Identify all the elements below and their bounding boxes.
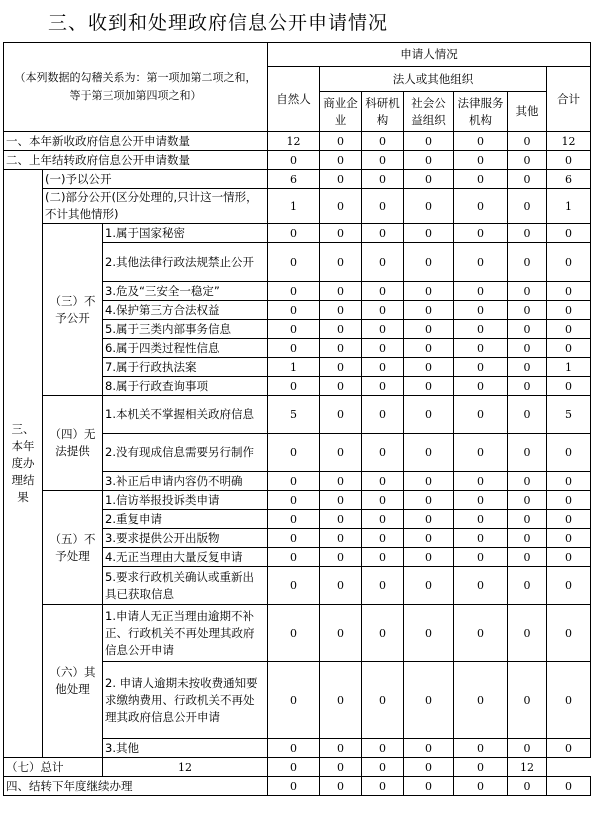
cell-value: 0 bbox=[362, 243, 404, 282]
cell-value: 0 bbox=[404, 510, 454, 529]
cell-value: 0 bbox=[508, 510, 547, 529]
cell-value: 0 bbox=[508, 189, 547, 224]
cell-value: 0 bbox=[547, 605, 591, 662]
cell-value: 0 bbox=[320, 510, 362, 529]
cell-value: 0 bbox=[547, 662, 591, 739]
header-legal: 法人或其他组织 bbox=[320, 67, 547, 92]
cell-value: 0 bbox=[362, 189, 404, 224]
cell-value: 0 bbox=[454, 189, 508, 224]
cell-value: 12 bbox=[547, 132, 591, 151]
cell-value: 0 bbox=[320, 662, 362, 739]
cell-value: 0 bbox=[320, 396, 362, 434]
cell-value: 0 bbox=[362, 777, 404, 796]
cell-value: 0 bbox=[508, 132, 547, 151]
cell-value: 0 bbox=[268, 662, 320, 739]
cell-value: 0 bbox=[404, 301, 454, 320]
header-col-research: 科研机构 bbox=[362, 92, 404, 132]
cell-value: 0 bbox=[404, 548, 454, 567]
cell-value: 0 bbox=[320, 548, 362, 567]
table-row bbox=[4, 170, 591, 189]
cell-value: 0 bbox=[454, 224, 508, 243]
group-not-handle-label: （五）不予处理 bbox=[43, 491, 103, 605]
row-label: 1.申请人无正当理由逾期不补正、行政机关不再处理其政府信息公开申请 bbox=[103, 605, 268, 662]
row-label: 3.其他 bbox=[103, 739, 268, 758]
row-label: (二)部分公开(区分处理的,只计这一情形，不计其他情形) bbox=[43, 189, 268, 224]
cell-value: 0 bbox=[508, 170, 547, 189]
header-col-other: 其他 bbox=[508, 92, 547, 132]
cell-value: 0 bbox=[454, 510, 508, 529]
table-row bbox=[4, 491, 591, 510]
header-col-total: 合计 bbox=[547, 67, 591, 132]
cell-value: 0 bbox=[320, 529, 362, 548]
cell-value: 0 bbox=[320, 567, 362, 605]
cell-value: 0 bbox=[320, 132, 362, 151]
row-label: 6.属于四类过程性信息 bbox=[103, 339, 268, 358]
cell-value: 1 bbox=[268, 358, 320, 377]
cell-value: 0 bbox=[454, 567, 508, 605]
cell-value: 0 bbox=[320, 339, 362, 358]
cell-value: 0 bbox=[362, 434, 404, 472]
cell-value: 0 bbox=[362, 662, 404, 739]
cell-value: 0 bbox=[404, 224, 454, 243]
cell-value: 0 bbox=[320, 243, 362, 282]
cell-value: 0 bbox=[268, 339, 320, 358]
cell-value: 0 bbox=[547, 548, 591, 567]
cell-value: 0 bbox=[362, 151, 404, 170]
cell-value: 0 bbox=[547, 472, 591, 491]
table-row bbox=[4, 151, 591, 170]
cell-value: 0 bbox=[454, 320, 508, 339]
cell-value: 6 bbox=[268, 170, 320, 189]
row-label: 2.其他法律行政法规禁止公开 bbox=[103, 243, 268, 282]
cell-value: 0 bbox=[454, 605, 508, 662]
cell-value: 0 bbox=[320, 739, 362, 758]
group-not-open-label: （三）不予公开 bbox=[43, 224, 103, 396]
row-label: （七）总计 bbox=[4, 758, 103, 777]
cell-value: 0 bbox=[508, 377, 547, 396]
cell-value: 0 bbox=[362, 529, 404, 548]
cell-value: 0 bbox=[404, 132, 454, 151]
cell-value: 0 bbox=[508, 605, 547, 662]
cell-value: 1 bbox=[547, 358, 591, 377]
cell-value: 0 bbox=[547, 434, 591, 472]
group-other-label: （六）其他处理 bbox=[43, 605, 103, 758]
cell-value: 0 bbox=[404, 434, 454, 472]
cell-value: 0 bbox=[268, 758, 320, 777]
cell-value: 0 bbox=[268, 377, 320, 396]
cell-value: 0 bbox=[454, 529, 508, 548]
table-row bbox=[4, 132, 591, 151]
row-label: 1.信访举报投诉类申请 bbox=[103, 491, 268, 510]
cell-value: 5 bbox=[547, 396, 591, 434]
row-label: 一、本年新收政府信息公开申请数量 bbox=[4, 132, 268, 151]
page-title: 三、收到和处理政府信息公开申请情况 bbox=[48, 12, 389, 34]
cell-value: 0 bbox=[508, 151, 547, 170]
cell-value: 0 bbox=[454, 434, 508, 472]
cell-value: 0 bbox=[362, 339, 404, 358]
row-label: 四、结转下年度继续办理 bbox=[4, 777, 268, 796]
cell-value: 0 bbox=[362, 510, 404, 529]
cell-value: 0 bbox=[320, 777, 362, 796]
cell-value: 0 bbox=[320, 320, 362, 339]
cell-value: 0 bbox=[320, 605, 362, 662]
cell-value: 0 bbox=[268, 491, 320, 510]
header-col-public-welfare: 社会公益组织 bbox=[404, 92, 454, 132]
cell-value: 0 bbox=[268, 777, 320, 796]
row-label: 2. 申请人逾期未按收费通知要求缴纳费用、行政机关不再处理其政府信息公开申请 bbox=[103, 662, 268, 739]
cell-value: 0 bbox=[454, 282, 508, 301]
cell-value: 0 bbox=[268, 151, 320, 170]
cell-value: 0 bbox=[268, 243, 320, 282]
cell-value: 0 bbox=[362, 396, 404, 434]
cell-value: 0 bbox=[547, 282, 591, 301]
cell-value: 0 bbox=[404, 396, 454, 434]
cell-value: 0 bbox=[454, 243, 508, 282]
cell-value: 0 bbox=[404, 243, 454, 282]
cell-value: 0 bbox=[508, 282, 547, 301]
cell-value: 0 bbox=[362, 301, 404, 320]
row-label: 3.危及“三安全一稳定” bbox=[103, 282, 268, 301]
cell-value: 0 bbox=[268, 605, 320, 662]
cell-value: 0 bbox=[508, 224, 547, 243]
cell-value: 0 bbox=[404, 491, 454, 510]
cell-value: 0 bbox=[547, 243, 591, 282]
header-col-natural: 自然人 bbox=[268, 67, 320, 132]
cell-value: 0 bbox=[547, 529, 591, 548]
cell-value: 0 bbox=[362, 358, 404, 377]
cell-value: 0 bbox=[362, 377, 404, 396]
row-label: 2.重复申请 bbox=[103, 510, 268, 529]
cell-value: 0 bbox=[320, 282, 362, 301]
cell-value: 0 bbox=[547, 777, 591, 796]
cell-value: 0 bbox=[454, 396, 508, 434]
cell-value: 0 bbox=[508, 491, 547, 510]
cell-value: 0 bbox=[404, 358, 454, 377]
cell-value: 0 bbox=[508, 777, 547, 796]
cell-value: 0 bbox=[404, 758, 454, 777]
cell-value: 0 bbox=[547, 151, 591, 170]
cell-value: 0 bbox=[268, 548, 320, 567]
table-row bbox=[4, 777, 591, 796]
cell-value: 0 bbox=[454, 548, 508, 567]
row-label: 3.要求提供公开出版物 bbox=[103, 529, 268, 548]
cell-value: 0 bbox=[547, 510, 591, 529]
cell-value: 0 bbox=[268, 472, 320, 491]
table-row bbox=[4, 224, 591, 243]
row-label: 1.本机关不掌握相关政府信息 bbox=[103, 396, 268, 434]
cell-value: 0 bbox=[547, 739, 591, 758]
disclosure-table bbox=[3, 42, 591, 796]
row-label: 4.无正当理由大量反复申请 bbox=[103, 548, 268, 567]
cell-value: 0 bbox=[404, 377, 454, 396]
cell-value: 0 bbox=[320, 758, 362, 777]
cell-value: 0 bbox=[404, 777, 454, 796]
header-col-business: 商业企业 bbox=[320, 92, 362, 132]
cell-value: 0 bbox=[320, 224, 362, 243]
cell-value: 0 bbox=[268, 282, 320, 301]
cell-value: 0 bbox=[320, 151, 362, 170]
cell-value: 0 bbox=[362, 282, 404, 301]
row-label: 7.属于行政执法案 bbox=[103, 358, 268, 377]
row-label: 3.补正后申请内容仍不明确 bbox=[103, 472, 268, 491]
cell-value: 0 bbox=[404, 662, 454, 739]
cell-value: 0 bbox=[454, 170, 508, 189]
cell-value: 0 bbox=[268, 320, 320, 339]
cell-value: 0 bbox=[362, 472, 404, 491]
cell-value: 0 bbox=[508, 567, 547, 605]
row-label: 2.没有现成信息需要另行制作 bbox=[103, 434, 268, 472]
cell-value: 1 bbox=[268, 189, 320, 224]
cell-value: 0 bbox=[454, 739, 508, 758]
row-label: 4.保护第三方合法权益 bbox=[103, 301, 268, 320]
cell-value: 0 bbox=[320, 472, 362, 491]
cell-value: 0 bbox=[454, 301, 508, 320]
cell-value: 0 bbox=[454, 132, 508, 151]
cell-value: 5 bbox=[268, 396, 320, 434]
cell-value: 0 bbox=[508, 320, 547, 339]
cell-value: 0 bbox=[268, 739, 320, 758]
cell-value: 0 bbox=[362, 224, 404, 243]
cell-value: 0 bbox=[404, 151, 454, 170]
cell-value: 0 bbox=[404, 567, 454, 605]
cell-value: 0 bbox=[508, 548, 547, 567]
cell-value: 0 bbox=[508, 434, 547, 472]
cell-value: 0 bbox=[362, 170, 404, 189]
cell-value: 0 bbox=[268, 567, 320, 605]
cell-value: 0 bbox=[508, 339, 547, 358]
cell-value: 0 bbox=[454, 151, 508, 170]
cell-value: 12 bbox=[103, 758, 268, 777]
cell-value: 0 bbox=[508, 243, 547, 282]
cell-value: 0 bbox=[547, 339, 591, 358]
cell-value: 0 bbox=[362, 605, 404, 662]
cell-value: 0 bbox=[404, 189, 454, 224]
cell-value: 0 bbox=[508, 472, 547, 491]
cell-value: 1 bbox=[547, 189, 591, 224]
cell-value: 0 bbox=[547, 377, 591, 396]
row-label: (一)予以公开 bbox=[43, 170, 268, 189]
cell-value: 0 bbox=[268, 301, 320, 320]
cell-value: 0 bbox=[454, 339, 508, 358]
cell-value: 0 bbox=[454, 377, 508, 396]
cell-value: 12 bbox=[268, 132, 320, 151]
cell-value: 0 bbox=[547, 567, 591, 605]
cell-value: 0 bbox=[547, 224, 591, 243]
cell-value: 0 bbox=[454, 491, 508, 510]
header-note: （本列数据的勾稽关系为：第一项加第二项之和，等于第三项加第四项之和） bbox=[4, 43, 268, 132]
cell-value: 0 bbox=[320, 189, 362, 224]
cell-value: 0 bbox=[404, 605, 454, 662]
row-label: 二、上年结转政府信息公开申请数量 bbox=[4, 151, 268, 170]
cell-value: 0 bbox=[508, 301, 547, 320]
row-label: 1.属于国家秘密 bbox=[103, 224, 268, 243]
table-row bbox=[4, 758, 591, 777]
cell-value: 0 bbox=[508, 396, 547, 434]
cell-value: 0 bbox=[454, 777, 508, 796]
cell-value: 0 bbox=[404, 529, 454, 548]
cell-value: 0 bbox=[320, 377, 362, 396]
cell-value: 0 bbox=[362, 548, 404, 567]
group-unable-label: （四）无法提供 bbox=[43, 396, 103, 491]
cell-value: 6 bbox=[547, 170, 591, 189]
row-label: 8.属于行政查询事项 bbox=[103, 377, 268, 396]
cell-value: 0 bbox=[404, 320, 454, 339]
cell-value: 0 bbox=[320, 301, 362, 320]
cell-value: 0 bbox=[454, 472, 508, 491]
header-col-legal-service: 法律服务机构 bbox=[454, 92, 508, 132]
cell-value: 0 bbox=[404, 170, 454, 189]
cell-value: 0 bbox=[268, 434, 320, 472]
cell-value: 0 bbox=[508, 662, 547, 739]
cell-value: 0 bbox=[454, 758, 508, 777]
cell-value: 0 bbox=[404, 739, 454, 758]
header-applicant: 申请人情况 bbox=[268, 43, 591, 67]
cell-value: 0 bbox=[320, 491, 362, 510]
cell-value: 0 bbox=[320, 358, 362, 377]
cell-value: 0 bbox=[547, 491, 591, 510]
cell-value: 0 bbox=[362, 491, 404, 510]
table-row bbox=[4, 396, 591, 434]
cell-value: 0 bbox=[362, 320, 404, 339]
cell-value: 0 bbox=[404, 472, 454, 491]
cell-value: 0 bbox=[508, 739, 547, 758]
cell-value: 0 bbox=[320, 170, 362, 189]
cell-value: 0 bbox=[362, 758, 404, 777]
table-row bbox=[4, 189, 591, 224]
cell-value: 0 bbox=[268, 510, 320, 529]
cell-value: 0 bbox=[404, 339, 454, 358]
group-results-label: 三、本年度办理结果 bbox=[4, 170, 43, 758]
cell-value: 0 bbox=[362, 132, 404, 151]
cell-value: 0 bbox=[454, 358, 508, 377]
cell-value: 0 bbox=[320, 434, 362, 472]
cell-value: 0 bbox=[508, 358, 547, 377]
cell-value: 0 bbox=[508, 529, 547, 548]
table-row bbox=[4, 605, 591, 662]
cell-value: 0 bbox=[268, 224, 320, 243]
cell-value: 0 bbox=[362, 567, 404, 605]
row-label: 5.属于三类内部事务信息 bbox=[103, 320, 268, 339]
row-label: 5.要求行政机关确认或重新出具已获取信息 bbox=[103, 567, 268, 605]
cell-value: 0 bbox=[404, 282, 454, 301]
cell-value: 0 bbox=[547, 320, 591, 339]
cell-value: 0 bbox=[268, 529, 320, 548]
cell-value: 0 bbox=[362, 739, 404, 758]
cell-value: 0 bbox=[547, 301, 591, 320]
cell-value: 12 bbox=[508, 758, 547, 777]
cell-value: 0 bbox=[454, 662, 508, 739]
